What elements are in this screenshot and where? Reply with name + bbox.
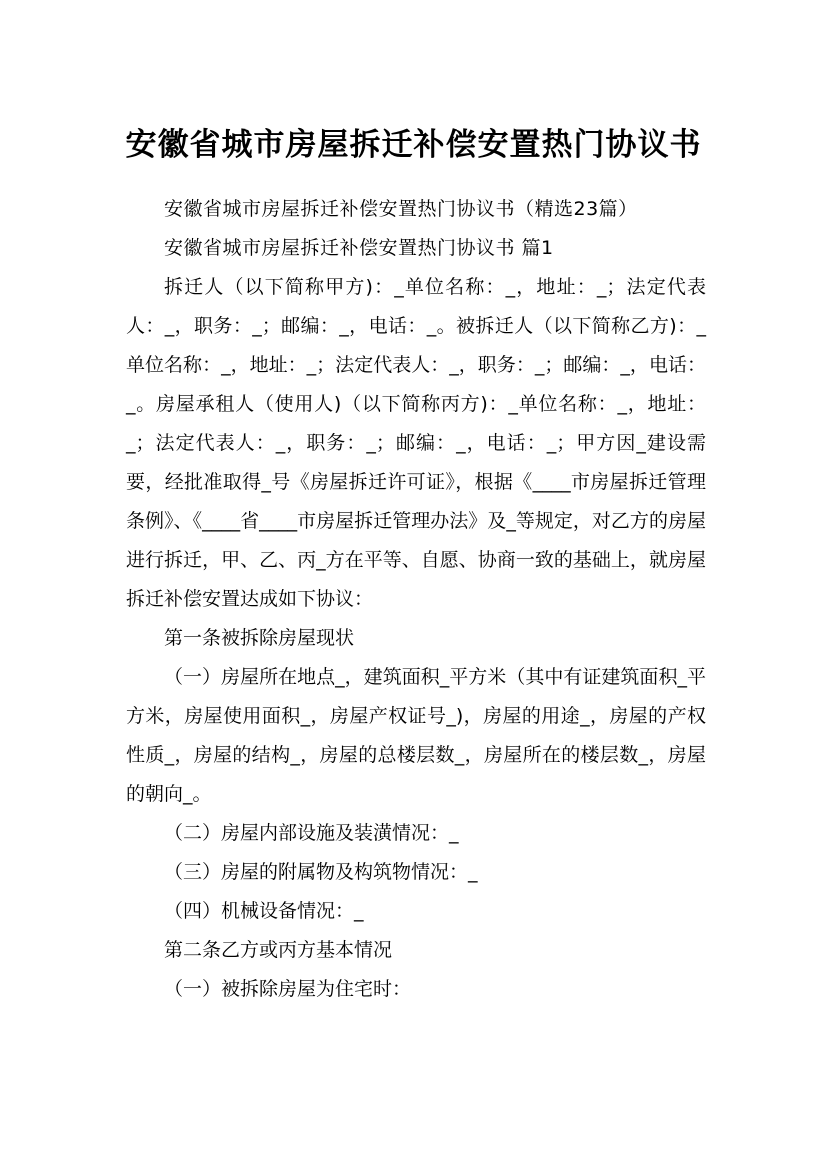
paragraph-section-1-item-4: （四）机械设备情况：_ <box>164 900 364 922</box>
paragraph-section-1-item-2: （二）房屋内部设施及装潢情况：_ <box>164 822 459 844</box>
paragraph-section-2-heading: 第二条乙方或丙方基本情况 <box>164 939 393 961</box>
document-title: 安徽省城市房屋拆迁补偿安置热门协议书 <box>125 126 702 163</box>
paragraph-section-2-item-1: （一）被拆除房屋为住宅时： <box>164 978 412 1000</box>
paragraph-section-1-item-1: （一）房屋所在地点_，建筑面积_平方米（其中有证建筑面积_平方米，房屋使用面积_，房屋产权证号_)，房屋的用途_，房屋的产权性质_，房屋的结构_，房屋的总楼层数_，房屋所在的楼层数_，房屋的朝向_。 <box>126 666 706 805</box>
paragraph-parties: 拆迁人（以下简称甲方)：_单位名称：_，地址：_；法定代表人：_，职务：_；邮编：_，电话：_。被拆迁人（以下简称乙方)：_单位名称：_，地址：_；法定代表人：_，职务：_；邮编：_，电话：_。房屋承租人（使用人)（以下简称丙方)：_单位名称：_，地址：_；法定代表人：_，职务：_；邮编：_，电话：_；甲方因_建设需要，经批准取得_号《房屋拆迁许可证》，根据《____市房屋拆迁管理条例》、《____省____市房屋拆迁管理办法》及_等规定，对乙方的房屋进行拆迁，甲、乙、丙_方在平等、自愿、协商一致的基础上，就房屋拆迁补偿安置达成如下协议： <box>126 276 706 610</box>
paragraph-section-1-heading: 第一条被拆除房屋现状 <box>164 627 355 649</box>
paragraph-section-1-item-3: （三）房屋的附属物及构筑物情况：_ <box>164 861 478 883</box>
paragraph-collection-title: 安徽省城市房屋拆迁补偿安置热门协议书（精选23篇） <box>164 198 638 220</box>
paragraph-article-heading: 安徽省城市房屋拆迁补偿安置热门协议书 篇1 <box>164 237 554 259</box>
document-body <box>126 190 706 1009</box>
